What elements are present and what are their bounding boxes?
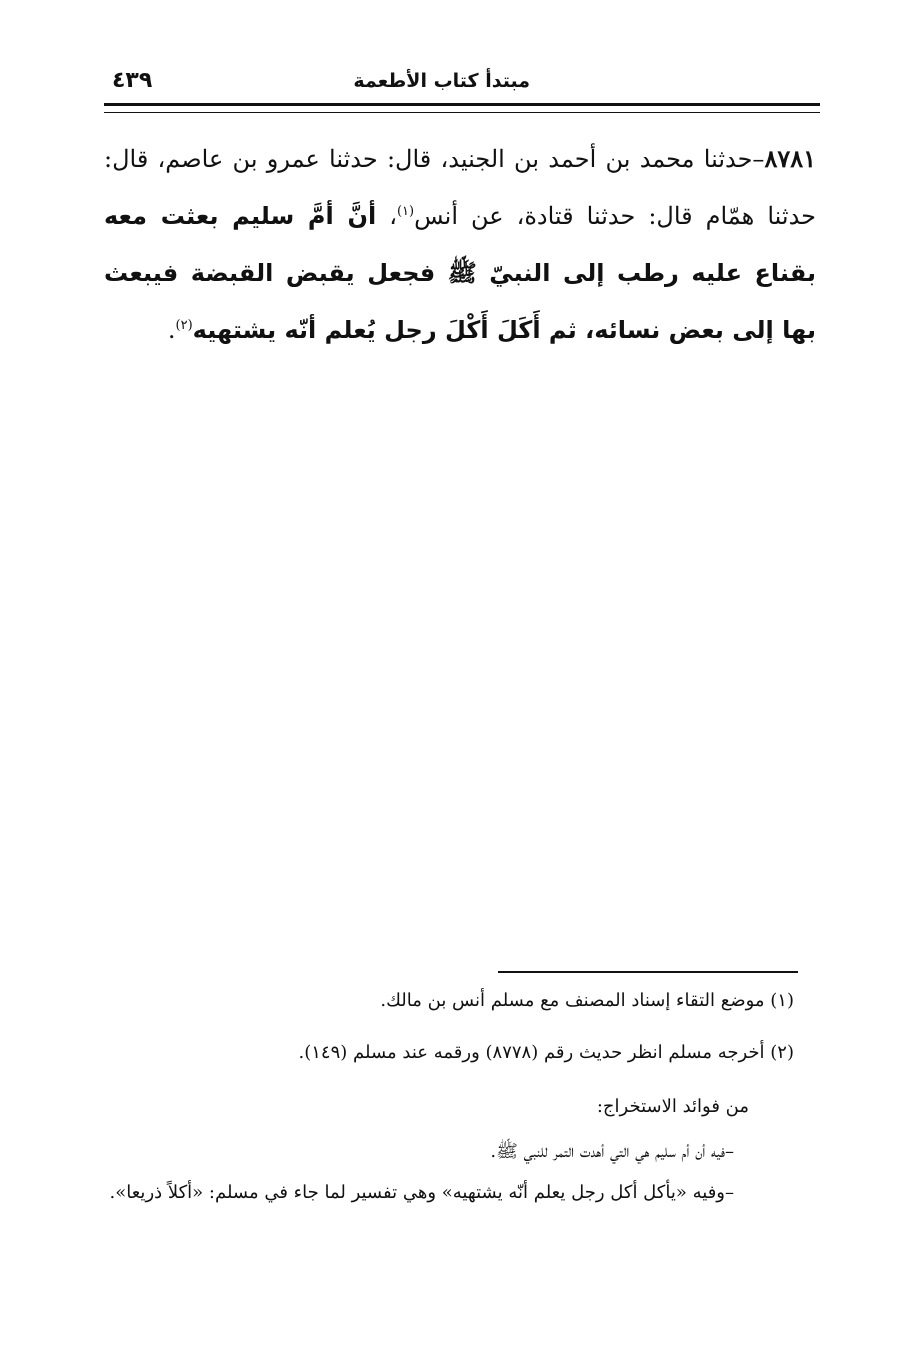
header-rule-thick xyxy=(104,103,820,106)
separator: ، xyxy=(376,202,397,230)
footnote-1: (١) موضع التقاء إسناد المصنف مع مسلم أنس بن مالك. xyxy=(380,990,794,1011)
hadith-isnad: –حدثنا محمد بن أحمد بن الجنيد، قال: حدثنا عمرو بن عاصم، قال: حدثنا همّام قال: حدثنا قتادة، عن أنس xyxy=(104,145,817,230)
hadith-end: . xyxy=(167,316,176,344)
header-rule-thin xyxy=(104,112,820,113)
chapter-title: مبتدأ كتاب الأطعمة xyxy=(353,70,530,92)
footnote-ref-1[interactable]: (١) xyxy=(396,204,415,219)
page-number: ٤٣٩ xyxy=(112,68,153,93)
benefits-heading: من فوائد الاستخراج: xyxy=(596,1096,749,1117)
footnote-2: (٢) أخرجه مسلم انظر حديث رقم (٨٧٧٨) ورقمه عند مسلم (١٤٩). xyxy=(298,1042,794,1063)
footnote-ref-2[interactable]: (٢) xyxy=(175,318,193,333)
hadith-matn: أنَّ أمَّ سليم بعثت معه بقناع عليه رطب إلى النبيّ ﷺ فجعل يقبض القبضة فيبعث بها إلى بعض نسائه، ثم أَكَلَ أَكْلَ رجل يُعلم أنّه يشتهيه xyxy=(104,202,816,344)
benefit-2: –وفيه «يأكل أكل رجل يعلم أنّه يشتهيه» وهي تفسير لما جاء في مسلم: «أكلاً ذريعا». xyxy=(109,1182,734,1203)
benefit-1: –فيه أن أم سليم هي التي أهدت التمر للنبي ﷺ. xyxy=(490,1141,734,1162)
page-header xyxy=(104,66,820,106)
footnote-divider xyxy=(498,971,798,973)
hadith-text xyxy=(104,130,816,359)
hadith-number: ٨٧٨١ xyxy=(764,144,816,173)
